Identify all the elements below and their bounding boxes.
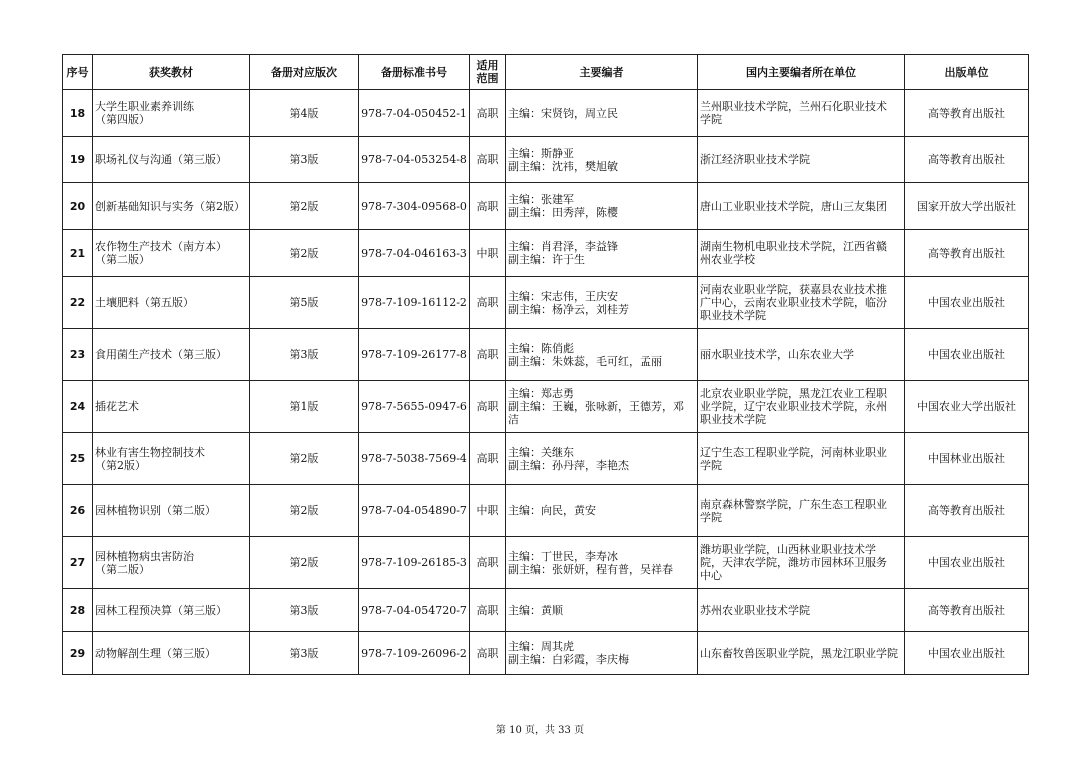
page-footer: 第 10 页，共 33 页 (495, 725, 585, 736)
edition-cell: 第2版 (250, 433, 359, 485)
units-cell (698, 381, 905, 433)
editor-line: 洁 (508, 413, 519, 426)
textbook-title-line: 大学生职业素养训练 (95, 100, 194, 113)
unit-line: 学院 (700, 458, 722, 472)
textbook-title (93, 632, 250, 675)
textbook-title-line: 林业有害生物控制技术 (95, 445, 205, 459)
table-row (63, 183, 1029, 230)
award-textbook-table (62, 54, 1029, 675)
edition-cell: 第3版 (250, 329, 359, 381)
unit-line: 学院 (700, 113, 722, 126)
header-editors: 主要编者 (506, 55, 698, 90)
editors-cell (506, 137, 698, 183)
units-cell (698, 137, 905, 183)
textbook-title (93, 537, 250, 589)
table-row (63, 433, 1029, 485)
textbook-title (93, 433, 250, 485)
unit-line: 院，天津农学院，潍坊市园林环卫服务 (700, 556, 887, 569)
editor-line: 主编：宋贤钧，周立民 (508, 106, 618, 120)
editor-line: 主编：周其虎 (508, 640, 574, 653)
scope-cell: 中职 (470, 485, 506, 537)
textbook-title-line: 动物解剖生理（第三版） (95, 646, 216, 660)
scope-cell: 高职 (470, 329, 506, 381)
unit-line: 潍坊职业学院，山西林业职业技术学 (700, 543, 876, 556)
unit-line: 苏州农业职业技术学院 (700, 603, 810, 617)
textbook-title (93, 277, 250, 329)
row-number: 21 (63, 230, 93, 277)
row-number: 27 (63, 537, 93, 589)
unit-line: 浙江经济职业技术学院 (700, 153, 810, 166)
isbn-cell: 978-7-04-050452-1 (359, 90, 470, 137)
edition-cell: 第2版 (250, 183, 359, 230)
editors-cell (506, 589, 698, 632)
editor-line: 主编：向民，黄安 (508, 504, 596, 517)
textbook-title-line: （第四版） (95, 113, 150, 126)
scope-cell: 高职 (470, 589, 506, 632)
row-number: 20 (63, 183, 93, 230)
header-scope: 适用范围 (470, 55, 506, 90)
textbook-title (93, 329, 250, 381)
editor-line: 副主编：沈祎，樊旭敏 (508, 159, 618, 173)
edition-cell: 第3版 (250, 137, 359, 183)
edition-cell: 第3版 (250, 632, 359, 675)
publisher-cell: 高等教育出版社 (905, 589, 1029, 632)
editor-line: 主编：宋志伟，王庆安 (508, 289, 618, 303)
editor-line: 副主编：白彩霞，李庆梅 (508, 653, 629, 666)
editors-cell (506, 183, 698, 230)
editor-line: 主编：肖君泽，李益锋 (508, 240, 618, 253)
editor-line: 主编：张建军 (508, 193, 574, 206)
table-row (63, 90, 1029, 137)
edition-cell: 第5版 (250, 277, 359, 329)
publisher-cell: 高等教育出版社 (905, 485, 1029, 537)
editors-cell (506, 632, 698, 675)
header-publisher: 出版单位 (905, 55, 1029, 90)
row-number: 22 (63, 277, 93, 329)
row-number: 19 (63, 137, 93, 183)
edition-cell: 第2版 (250, 230, 359, 277)
header-no: 序号 (63, 55, 93, 90)
editors-cell (506, 537, 698, 589)
textbook-title (93, 589, 250, 632)
table-row (63, 589, 1029, 632)
scope-cell: 高职 (470, 433, 506, 485)
units-cell (698, 277, 905, 329)
textbook-title-line: 农作物生产技术（南方本） (95, 240, 227, 253)
publisher-cell: 中国农业出版社 (905, 632, 1029, 675)
row-number: 29 (63, 632, 93, 675)
editor-line: 副主编：张妍妍，程有普，吴祥春 (508, 562, 673, 576)
publisher-cell: 中国农业大学出版社 (905, 381, 1029, 433)
unit-line: 丽水职业技术学，山东农业大学 (700, 348, 854, 361)
editor-line: 副主编：杨净云，刘桂芳 (508, 302, 629, 316)
table-row (63, 485, 1029, 537)
publisher-cell: 高等教育出版社 (905, 137, 1029, 183)
editor-line: 副主编：许于生 (508, 253, 585, 266)
editors-cell (506, 277, 698, 329)
row-number: 24 (63, 381, 93, 433)
isbn-cell: 978-7-04-053254-8 (359, 137, 470, 183)
textbook-title-line: 园林工程预决算（第三版） (95, 603, 227, 617)
units-cell (698, 329, 905, 381)
editor-line: 副主编：孙丹萍，李艳杰 (508, 458, 629, 472)
isbn-cell: 978-7-5655-0947-6 (359, 381, 470, 433)
row-number: 26 (63, 485, 93, 537)
editor-line: 主编：丁世民，李寿冰 (508, 549, 618, 563)
unit-line: 中心 (700, 569, 722, 582)
scope-cell: 中职 (470, 230, 506, 277)
table-row (63, 329, 1029, 381)
textbook-title-line: 园林植物病虫害防治 (95, 549, 194, 563)
editor-line: 主编：黄顺 (508, 603, 563, 617)
row-number: 28 (63, 589, 93, 632)
publisher-cell: 中国农业出版社 (905, 537, 1029, 589)
units-cell (698, 90, 905, 137)
isbn-cell: 978-7-04-046163-3 (359, 230, 470, 277)
scope-cell: 高职 (470, 90, 506, 137)
unit-line: 唐山工业职业技术学院，唐山三友集团 (700, 199, 887, 213)
editors-cell (506, 90, 698, 137)
header-title: 获奖教材 (93, 55, 250, 90)
editor-line: 主编：斯静亚 (508, 146, 574, 160)
scope-cell: 高职 (470, 183, 506, 230)
header-units: 国内主要编者所在单位 (698, 55, 905, 90)
unit-line: 兰州职业技术学院，兰州石化职业技术 (700, 100, 887, 113)
textbook-title (93, 485, 250, 537)
unit-line: 职业技术学院 (700, 413, 766, 426)
publisher-cell: 中国林业出版社 (905, 433, 1029, 485)
unit-line: 湖南生物机电职业技术学院，江西省赣 (700, 240, 887, 253)
isbn-cell: 978-7-5038-7569-4 (359, 433, 470, 485)
textbook-title (93, 230, 250, 277)
editor-line: 主编：郑志勇 (508, 387, 574, 400)
scope-cell: 高职 (470, 632, 506, 675)
unit-line: 辽宁生态工程职业学院，河南林业职业 (700, 445, 887, 459)
table-row (63, 230, 1029, 277)
publisher-cell: 中国农业出版社 (905, 277, 1029, 329)
table-row (63, 137, 1029, 183)
textbook-title-line: （第二版） (95, 253, 150, 266)
textbook-title-line: 土壤肥料（第五版） (95, 296, 194, 309)
textbook-title (93, 137, 250, 183)
editor-line: 副主编：朱姝蕊，毛可红，孟丽 (508, 354, 662, 368)
editors-cell (506, 381, 698, 433)
textbook-title-line: （第二版） (95, 562, 150, 576)
edition-cell: 第2版 (250, 537, 359, 589)
table-row (63, 381, 1029, 433)
textbook-title-line: （第2版） (95, 458, 146, 472)
isbn-cell: 978-7-109-26096-2 (359, 632, 470, 675)
textbook-title-line: 食用菌生产技术（第三版） (95, 348, 227, 361)
scope-cell: 高职 (470, 381, 506, 433)
textbook-title-line: 插花艺术 (95, 400, 139, 413)
isbn-cell: 978-7-109-26177-8 (359, 329, 470, 381)
unit-line: 山东畜牧兽医职业学院，黑龙江职业学院 (700, 646, 898, 660)
editor-line: 副主编：田秀萍，陈樱 (508, 206, 618, 219)
table-row (63, 632, 1029, 675)
editor-line: 副主编：王巍，张咏新，王德芳，邓 (508, 400, 684, 413)
scope-cell: 高职 (470, 137, 506, 183)
isbn-cell: 978-7-109-16112-2 (359, 277, 470, 329)
unit-line: 北京农业职业学院，黑龙江农业工程职 (700, 387, 887, 400)
editor-line: 主编：陈俏彪 (508, 341, 574, 355)
scope-cell: 高职 (470, 537, 506, 589)
table-body (63, 90, 1029, 675)
edition-cell: 第2版 (250, 485, 359, 537)
unit-line: 河南农业职业学院，获嘉县农业技术推 (700, 283, 887, 296)
units-cell (698, 183, 905, 230)
units-cell (698, 433, 905, 485)
unit-line: 州农业学校 (700, 253, 755, 266)
publisher-cell: 高等教育出版社 (905, 90, 1029, 137)
unit-line: 广中心，云南农业职业技术学院，临汾 (700, 296, 887, 309)
edition-cell: 第1版 (250, 381, 359, 433)
publisher-cell: 高等教育出版社 (905, 230, 1029, 277)
row-number: 18 (63, 90, 93, 137)
isbn-cell: 978-7-04-054890-7 (359, 485, 470, 537)
textbook-title (93, 183, 250, 230)
unit-line: 学院 (700, 510, 722, 524)
textbook-title (93, 90, 250, 137)
table-header-row (63, 55, 1029, 90)
units-cell (698, 537, 905, 589)
edition-cell: 第3版 (250, 589, 359, 632)
publisher-cell: 国家开放大学出版社 (905, 183, 1029, 230)
units-cell (698, 485, 905, 537)
editors-cell (506, 433, 698, 485)
table-row (63, 537, 1029, 589)
row-number: 23 (63, 329, 93, 381)
textbook-title-line: 创新基础知识与实务（第2版） (95, 199, 245, 213)
editor-line: 主编：关继东 (508, 445, 574, 459)
isbn-cell: 978-7-109-26185-3 (359, 537, 470, 589)
editors-cell (506, 230, 698, 277)
unit-line: 南京森林警察学院，广东生态工程职业 (700, 497, 887, 511)
units-cell (698, 230, 905, 277)
textbook-title (93, 381, 250, 433)
header-isbn: 备册标准书号 (359, 55, 470, 90)
isbn-cell: 978-7-304-09568-0 (359, 183, 470, 230)
editors-cell (506, 329, 698, 381)
textbook-title-line: 职场礼仪与沟通（第三版） (95, 153, 227, 166)
row-number: 25 (63, 433, 93, 485)
unit-line: 业学院，辽宁农业职业技术学院，永州 (700, 400, 887, 413)
publisher-cell: 中国农业出版社 (905, 329, 1029, 381)
edition-cell: 第4版 (250, 90, 359, 137)
isbn-cell: 978-7-04-054720-7 (359, 589, 470, 632)
units-cell (698, 589, 905, 632)
header-edition: 备册对应版次 (250, 55, 359, 90)
table-row (63, 277, 1029, 329)
editors-cell (506, 485, 698, 537)
textbook-title-line: 园林植物识别（第二版） (95, 504, 216, 517)
unit-line: 职业技术学院 (700, 309, 766, 322)
scope-cell: 高职 (470, 277, 506, 329)
units-cell (698, 632, 905, 675)
